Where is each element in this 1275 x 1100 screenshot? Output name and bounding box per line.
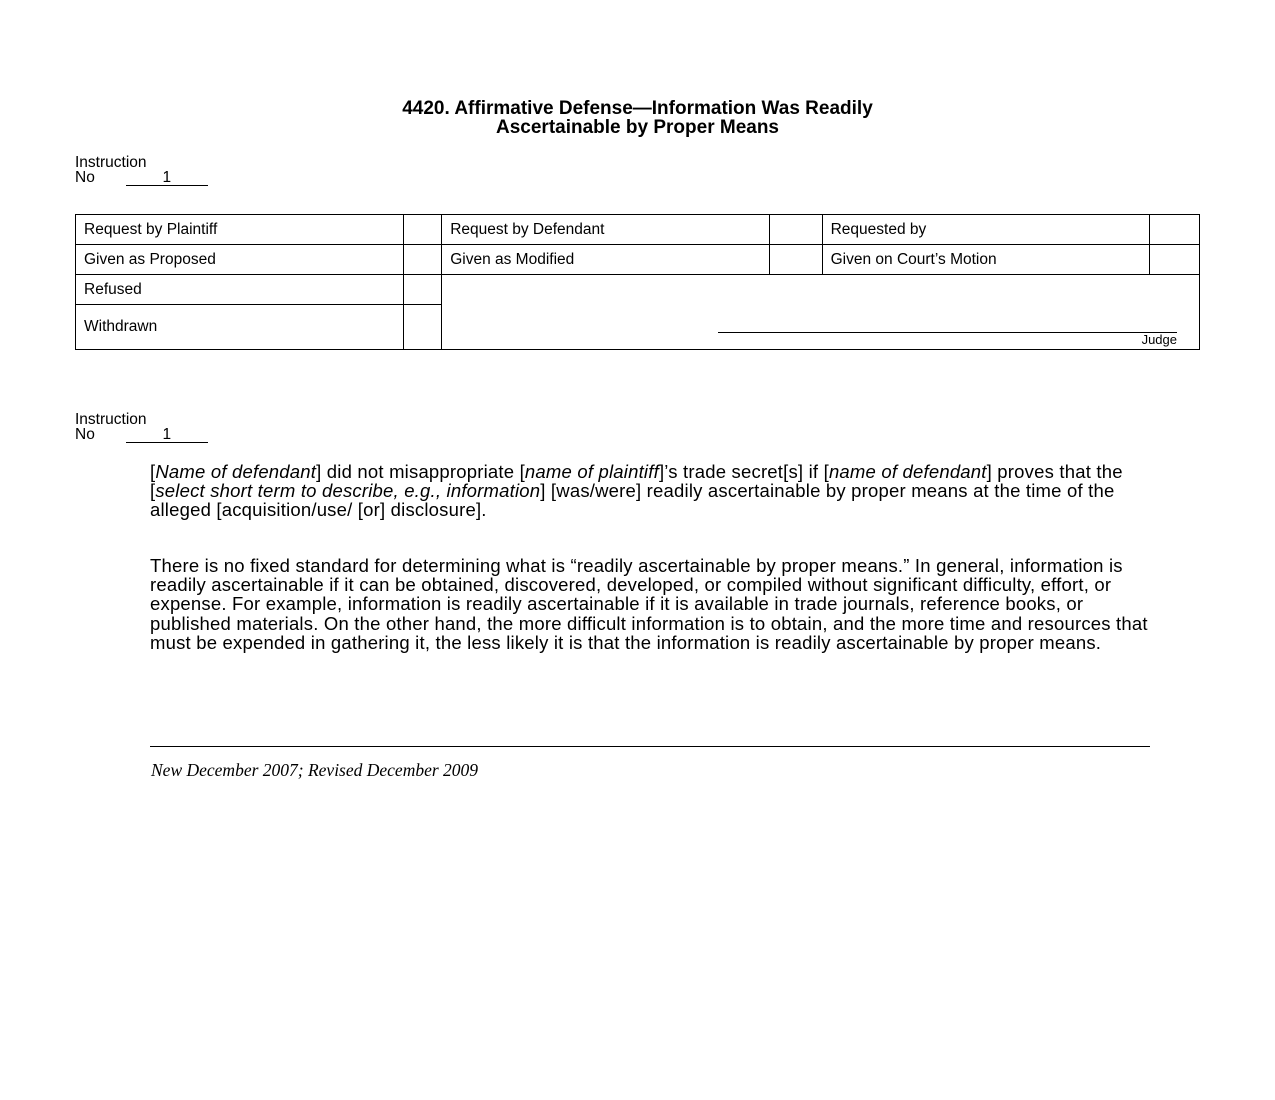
- instruction-number-field[interactable]: 1: [126, 428, 208, 443]
- no-label: No: [75, 169, 95, 186]
- placeholder-name-of-plaintiff: name of plaintiff: [524, 461, 659, 482]
- instruction-number-block-bottom: [75, 412, 208, 443]
- given-as-proposed-label: Given as Proposed: [76, 245, 404, 275]
- placeholder-name-of-defendant: name of defendant: [828, 461, 987, 482]
- body-text-segment: ] did not misappropriate [: [316, 461, 525, 482]
- body-text-segment: ]’s trade secret[s] if [: [658, 461, 829, 482]
- instruction-number-block-top: [75, 155, 208, 186]
- instruction-label: Instruction: [75, 154, 147, 171]
- instruction-number-field[interactable]: 1: [126, 171, 208, 186]
- bracket-text: [: [150, 461, 156, 482]
- no-label: No: [75, 426, 95, 443]
- refused-label: Refused: [76, 275, 404, 305]
- withdrawn-label: Withdrawn: [76, 305, 404, 350]
- instruction-label: Instruction: [75, 411, 147, 428]
- request-by-plaintiff-checkbox[interactable]: [403, 215, 442, 245]
- withdrawn-checkbox[interactable]: [403, 305, 442, 350]
- given-on-courts-motion-label: Given on Court’s Motion: [822, 245, 1150, 275]
- body-text-segment: ] [was/were] readily ascertainable by proper means at the time of the alleged [acquisition/use/ [or] disclosure].: [150, 480, 1115, 521]
- judge-signature-area: [442, 275, 1200, 350]
- requested-by-label: Requested by: [822, 215, 1150, 245]
- requested-by-checkbox[interactable]: [1150, 215, 1200, 245]
- refused-checkbox[interactable]: [403, 275, 442, 305]
- placeholder-name-of-defendant: Name of defendant: [155, 461, 317, 482]
- table-row: [76, 275, 1200, 305]
- instruction-paragraph-1: [150, 462, 1150, 520]
- title-line-2: Ascertainable by Proper Means: [496, 117, 779, 138]
- judge-signature-line[interactable]: [718, 332, 1177, 333]
- given-as-modified-label: Given as Modified: [442, 245, 770, 275]
- table-row: [76, 215, 1200, 245]
- request-by-defendant-checkbox[interactable]: [769, 215, 822, 245]
- judge-label: Judge: [1141, 332, 1177, 347]
- placeholder-short-term: select short term to describe, e.g., information: [155, 480, 541, 502]
- title-line-1: 4420. Affirmative Defense—Information Was Readily: [402, 98, 873, 119]
- instruction-no-line: [75, 427, 208, 443]
- request-by-defendant-label: Request by Defendant: [442, 215, 770, 245]
- given-as-modified-checkbox[interactable]: [769, 245, 822, 275]
- request-by-plaintiff-label: Request by Plaintiff: [76, 215, 404, 245]
- given-on-courts-motion-checkbox[interactable]: [1150, 245, 1200, 275]
- table-row: [76, 245, 1200, 275]
- given-as-proposed-checkbox[interactable]: [403, 245, 442, 275]
- revision-history: New December 2007; Revised December 2009: [151, 760, 479, 780]
- page-title: [0, 99, 1275, 137]
- instruction-no-line: [75, 170, 208, 186]
- paragraph-text: There is no fixed standard for determining what is “readily ascertainable by proper means.” In general, information is readily ascertainable if it can be obtained, discovered, developed, or compiled without significant difficulty, effort, or expense. For example, information is readily ascertainable if it is available in trade journals, reference books, or published materials. On the other hand, the more difficult information is to obtain, and the more time and resources that must be expended in gathering it, the less likely it is that the information is readily ascertainable by proper means.: [150, 555, 1148, 653]
- request-table: [75, 214, 1200, 350]
- instruction-paragraph-2: [150, 556, 1150, 652]
- body-text-segment: ] proves that the [: [150, 461, 1123, 502]
- divider: [150, 746, 1150, 747]
